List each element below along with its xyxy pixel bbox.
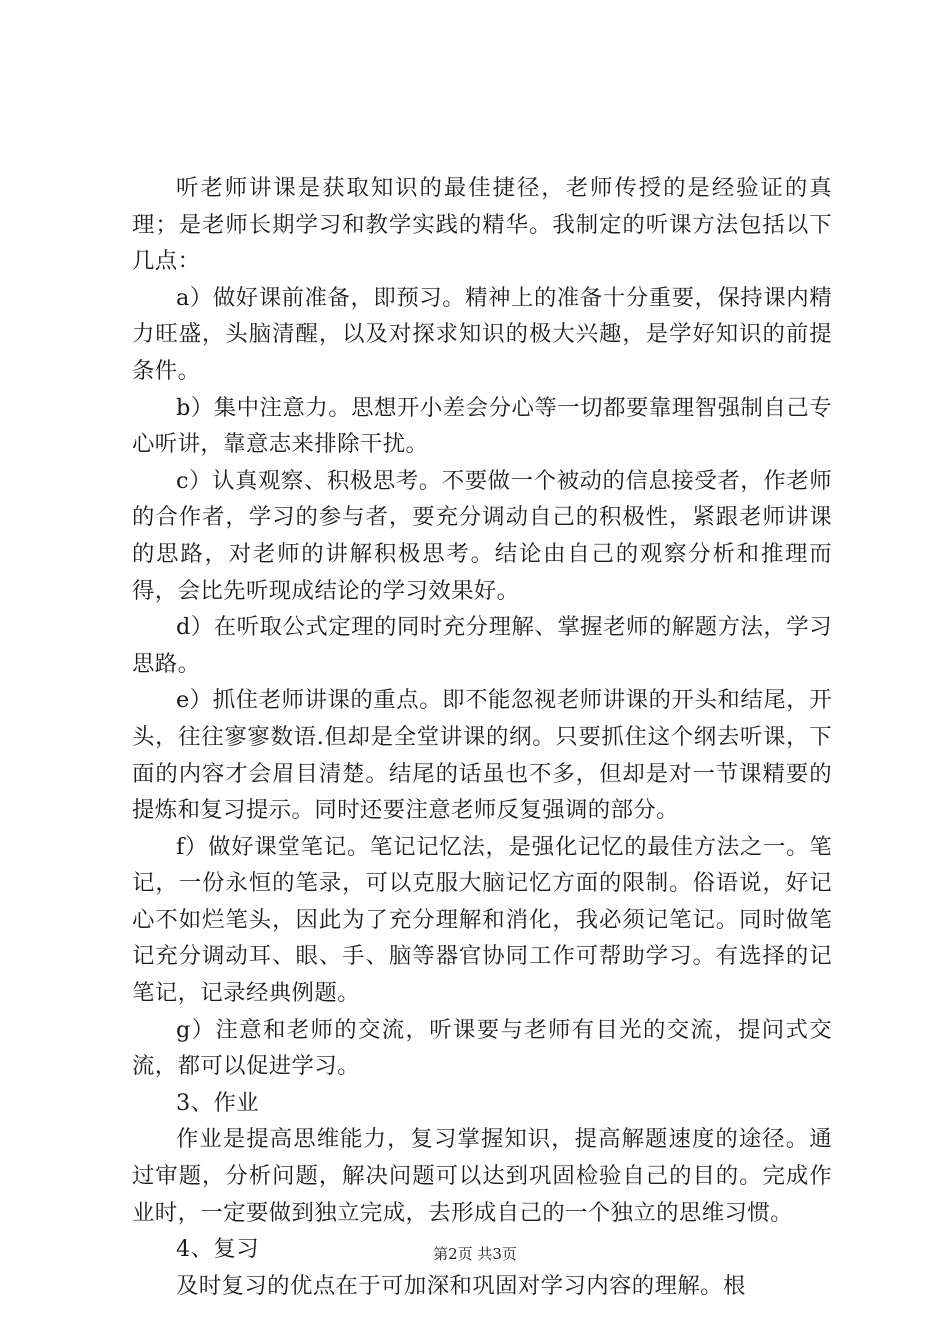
paragraph-item-g: g）注意和老师的交流，听课要与老师有目光的交流，提问式交流，都可以促进学习。 — [132, 1016, 832, 1080]
paragraph-item-c: c）认真观察、积极思考。不要做一个被动的信息接受者，作老师的合作者，学习的参与者，要充分调动自己的积极性，紧跟老师讲课的思路，对老师的讲解积极思考。结论由自己的观察分析和推理而得，会比先听现成结论的学习效果好。 — [132, 467, 832, 604]
paragraph-item-f: f）做好课堂笔记。笔记记忆法，是强化记忆的最佳方法之一。笔记，一份永恒的笔录，可以克服大脑记忆方面的限制。俗语说，好记心不如烂笔头，因此为了充分理解和消化，我必须记笔记。同时做笔记充分调动耳、眼、手、脑等器官协同工作可帮助学习。有选择的记笔记，记录经典例题。 — [132, 833, 832, 1007]
paragraph-item-a: a）做好课前准备，即预习。精神上的准备十分重要，保持课内精力旺盛，头脑清醒，以及对探求知识的极大兴趣，是学好知识的前提条件。 — [132, 284, 832, 384]
page-footer: 第2页 共3页 — [433, 1245, 517, 1263]
paragraph-item-d: d）在听取公式定理的同时充分理解、掌握老师的解题方法，学习思路。 — [132, 614, 832, 677]
paragraph-item-b: b）集中注意力。思想开小差会分心等一切都要靠理智强制自己专心听讲，靠意志来排除干扰。 — [132, 394, 832, 458]
section-heading-homework: 3、作业 — [176, 1089, 260, 1116]
paragraph-intro: 听老师讲课是获取知识的最佳捷径，老师传授的是经验证的真理；是老师长期学习和教学实践的精华。我制定的听课方法包括以下几点： — [132, 175, 832, 275]
paragraph-homework: 作业是提高思维能力，复习掌握知识，提高解题速度的途径。通过审题，分析问题，解决问题可以达到巩固检验自己的目的。完成作业时，一定要做到独立完成，去形成自己的一个独立的思维习惯。 — [132, 1126, 832, 1226]
section-heading-review: 4、复习 — [176, 1236, 260, 1263]
paragraph-review: 及时复习的优点在于可加深和巩固对学习内容的理解。根 — [176, 1272, 746, 1299]
paragraph-item-e: e）抓住老师讲课的重点。即不能忽视老师讲课的开头和结尾，开头，往往寥寥数语.但却是全堂讲课的纲。只要抓住这个纲去听课，下面的内容才会眉目清楚。结尾的话虽也不多，但却是对一节课精要的提炼和复习提示。同时还要注意老师反复强调的部分。 — [132, 687, 832, 824]
document-body — [132, 170, 832, 1304]
